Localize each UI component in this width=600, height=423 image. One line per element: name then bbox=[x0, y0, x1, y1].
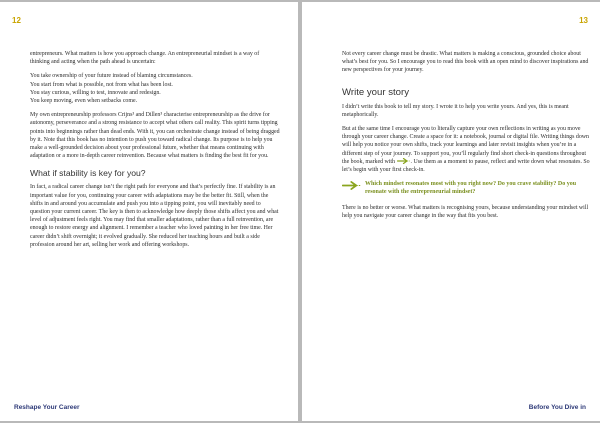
left-page-body bbox=[30, 50, 280, 255]
body-paragraph: Not every career change must be drastic. What matters is making a conscious, grounded choice about what’s best for you. So I encourage you to read this book with an open mind to discover inspirations and new perspectives for your journey. bbox=[342, 51, 589, 74]
paragraph-text: But at the same time I encourage you to literally capture your own reflections in writing as you move through your career change. Create a space for it: a notebook, journal or digital file. Writing things down will help you notice your own shifts, track your learnings and later revisit insights when you’re in a different step of your journey. To support you, you’ll regularly find short check-in questions throughout the book, marked with bbox=[342, 126, 589, 165]
list-item: You stay curious, willing to test, innovate and redesign. bbox=[30, 89, 161, 96]
body-paragraph: I didn’t write this book to tell my story. I wrote it to help you write yours. And yes, this is meant metaphorically. bbox=[342, 103, 569, 118]
green-arrow-icon bbox=[397, 158, 411, 164]
check-in-question bbox=[342, 180, 590, 196]
mindset-list bbox=[30, 72, 280, 105]
body-paragraph: There is no better or worse. What matters is recognising yours, because understanding your mindset will help you navigate your career change in the way that fits you best. bbox=[342, 204, 589, 219]
list-item: You keep moving, even when setbacks come. bbox=[30, 98, 138, 105]
intro-paragraph: entrepreneurs. What matters is how you approach change. An entrepreneurial mindset is a way of thinking and acting when the path ahead is uncertain: bbox=[30, 51, 260, 66]
right-page bbox=[302, 2, 600, 421]
body-paragraph bbox=[342, 125, 590, 174]
body-paragraph: My own entrepreneurship professors Crijns³ and Dillen³ characterise entrepreneurship as the drive for autonomy, perseverance and a strong resistance to accept what others call reality. This spirit turns tipping points into beginnings rather than dead ends. With it, you can orchestrate change instead of being dragged by it. Note that this book has no intention to push you toward radical change. Its purpose is to help you make a well-grounded decision about your professional future, whether that means continuing with adaptation or a more in-depth career reinvention. Because what matters is finding the best fit for you. bbox=[30, 112, 280, 160]
running-footer-right: Before You Dive in bbox=[528, 404, 586, 411]
section-heading: Write your story bbox=[342, 86, 409, 98]
left-page bbox=[0, 2, 298, 421]
right-page-body bbox=[342, 50, 590, 226]
page-number-left: 12 bbox=[12, 16, 21, 25]
paragraph-text: . Use them as a moment to pause, reflect and write down what resonates. So let’s begin with your first check-in. bbox=[342, 158, 590, 174]
check-in-text: Which mindset resonates most with you right now? Do you crave stability? Do you resonate with the entrepreneurial mindset? bbox=[365, 181, 577, 196]
list-item: You start from what is possible, not from what has been lost. bbox=[30, 81, 173, 88]
green-arrow-icon bbox=[342, 181, 362, 190]
list-item: You take ownership of your future instead of blaming circumstances. bbox=[30, 73, 193, 80]
running-footer-left: Reshape Your Career bbox=[14, 404, 80, 411]
body-paragraph: In fact, a radical career change isn’t the right path for everyone and that’s perfectly fine. If stability is an important value for you, continuing your career with adaptations may be the better fit. Still, when the shifts in and around you accumulate and push you into a tipping point, you will inevitably need to question your current career. The key is then to acknowledge how deeply those shifts affect you and what level of adjustment feels right. You may find that smaller adaptations, rather than a full reinvention, are enough to restore energy and alignment. I remember a teacher who loved painting in her free time. Her career didn’t shift overnight; it evolved gradually. She reduced her teaching hours and built a side profession around her art, selling her work and offering workshops. bbox=[30, 184, 279, 248]
section-heading: What if stability is key for you? bbox=[30, 168, 146, 179]
page-number-right: 13 bbox=[579, 16, 588, 25]
